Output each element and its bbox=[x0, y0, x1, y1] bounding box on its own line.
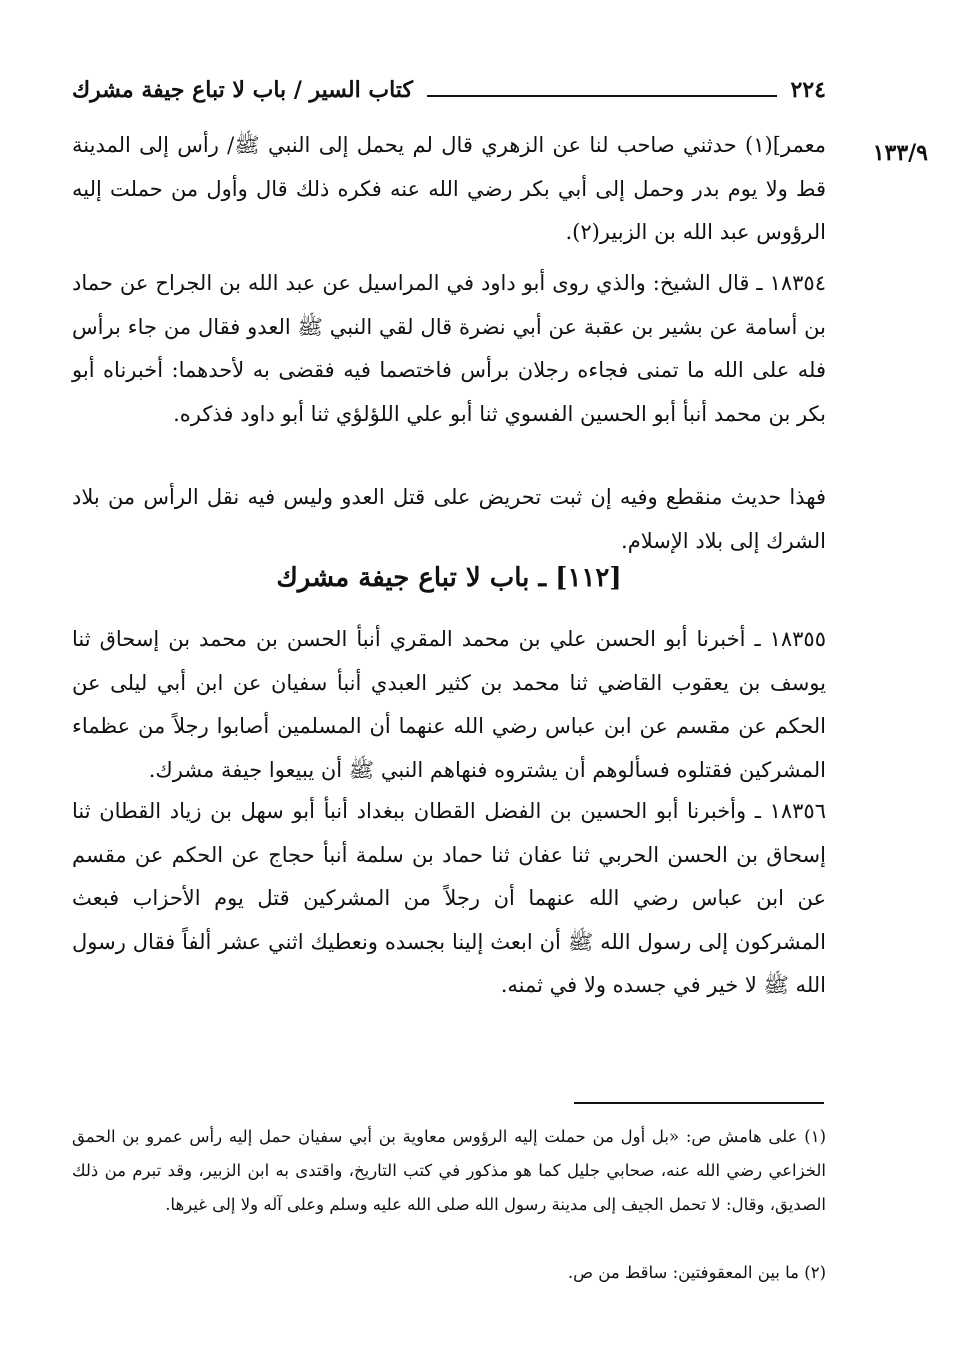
page-number: ٢٢٤ bbox=[790, 77, 826, 103]
running-title: كتاب السير / باب لا تباع جيفة مشرك bbox=[72, 77, 413, 103]
hadith-18354: ١٨٣٥٤ ـ قال الشيخ: والذي روى أبو داود في المراسيل عن عبد الله بن الجراح عن حماد بن أسامة عن بشير بن عقبة عن أبي نضرة قال لقي النبي ﷺ العدو فقال من جاء برأس فله على الله ما تمنى فجاءه رجلان برأس فاختصما فيه فقضى به لأحدهما: أخبرناه أبو بكر بن محمد أنبأ أبو الحسين الفسوي ثنا أبو علي اللؤلؤي ثنا أبو داود فذكره. bbox=[72, 271, 826, 426]
margin-reference: ١٣٣/٩ bbox=[872, 140, 928, 166]
header-rule bbox=[427, 95, 777, 97]
commentary-paragraph: فهذا حديث منقطع وفيه إن ثبت تحريض على قتل العدو وليس فيه نقل الرأس من بلاد الشرك إلى بلاد الإسلام. bbox=[72, 485, 826, 553]
hadith-18355: ١٨٣٥٥ ـ أخبرنا أبو الحسن علي بن محمد المقري أنبأ الحسن بن محمد بن إسحاق ثنا يوسف بن يعقوب القاضي ثنا محمد بن كثير العبدي أنبأ سفيان عن ابن أبي ليلى عن الحكم عن مقسم عن ابن عباس رضي الله عنهما أن المسلمين أصابوا رجلاً من عظماء المشركين فقتلوه فسألوهم أن يشتروه فنهاهم النبي ﷺ أن يبيعوا جيفة مشرك. bbox=[72, 627, 826, 782]
hadith-18356: ١٨٣٥٦ ـ وأخبرنا أبو الحسين بن الفضل القطان ببغداد أنبأ أبو سهل بن زياد القطان ثنا إسحاق بن الحسن الحربي ثنا عفان ثنا حماد بن سلمة أنبأ حجاج عن الحكم عن مقسم عن ابن عباس رضي الله عنهما أن رجلاً من المشركين قتل يوم الأحزاب فبعث المشركون إلى رسول الله ﷺ أن ابعث إلينا بجسده ونعطيك اثني عشر ألفاً فقال رسول الله ﷺ لا خير في جسده ولا في ثمنه. bbox=[72, 799, 827, 997]
running-header bbox=[72, 70, 826, 110]
footnote-1: (١) على هامش ص: «بل أول من حملت إليه الرؤوس معاوية بن أبي سفيان حمل إليه رأس عمرو بن الحمق الخزاعي رضي الله عنه، صحابي جليل كما هو مذكور في كتب التاريخ، واقتدى به ابن الزبير، وقد تبرم من ذلك الصديق، وقال: لا تحمل الجيف إلى مدينة رسول الله صلى الله عليه وسلم وعلى آله ولا إلى غيرها. bbox=[72, 1127, 826, 1214]
chapter-heading: [١١٢] ـ باب لا تباع جيفة مشرك bbox=[276, 563, 622, 593]
footnote-2: (٢) ما بين المعقوفتين: ساقط من ص. bbox=[567, 1263, 826, 1282]
footnote-separator bbox=[574, 1102, 824, 1104]
paragraph: معمر](١) حدثني صاحب لنا عن الزهري قال لم يحمل إلى النبي ﷺ/ رأس إلى المدينة قط ولا يوم بدر وحمل إلى أبي بكر رضي الله عنه فكره ذلك قال وأول من حملت إليه الرؤوس عبد الله بن الزبير(٢). bbox=[72, 133, 826, 244]
